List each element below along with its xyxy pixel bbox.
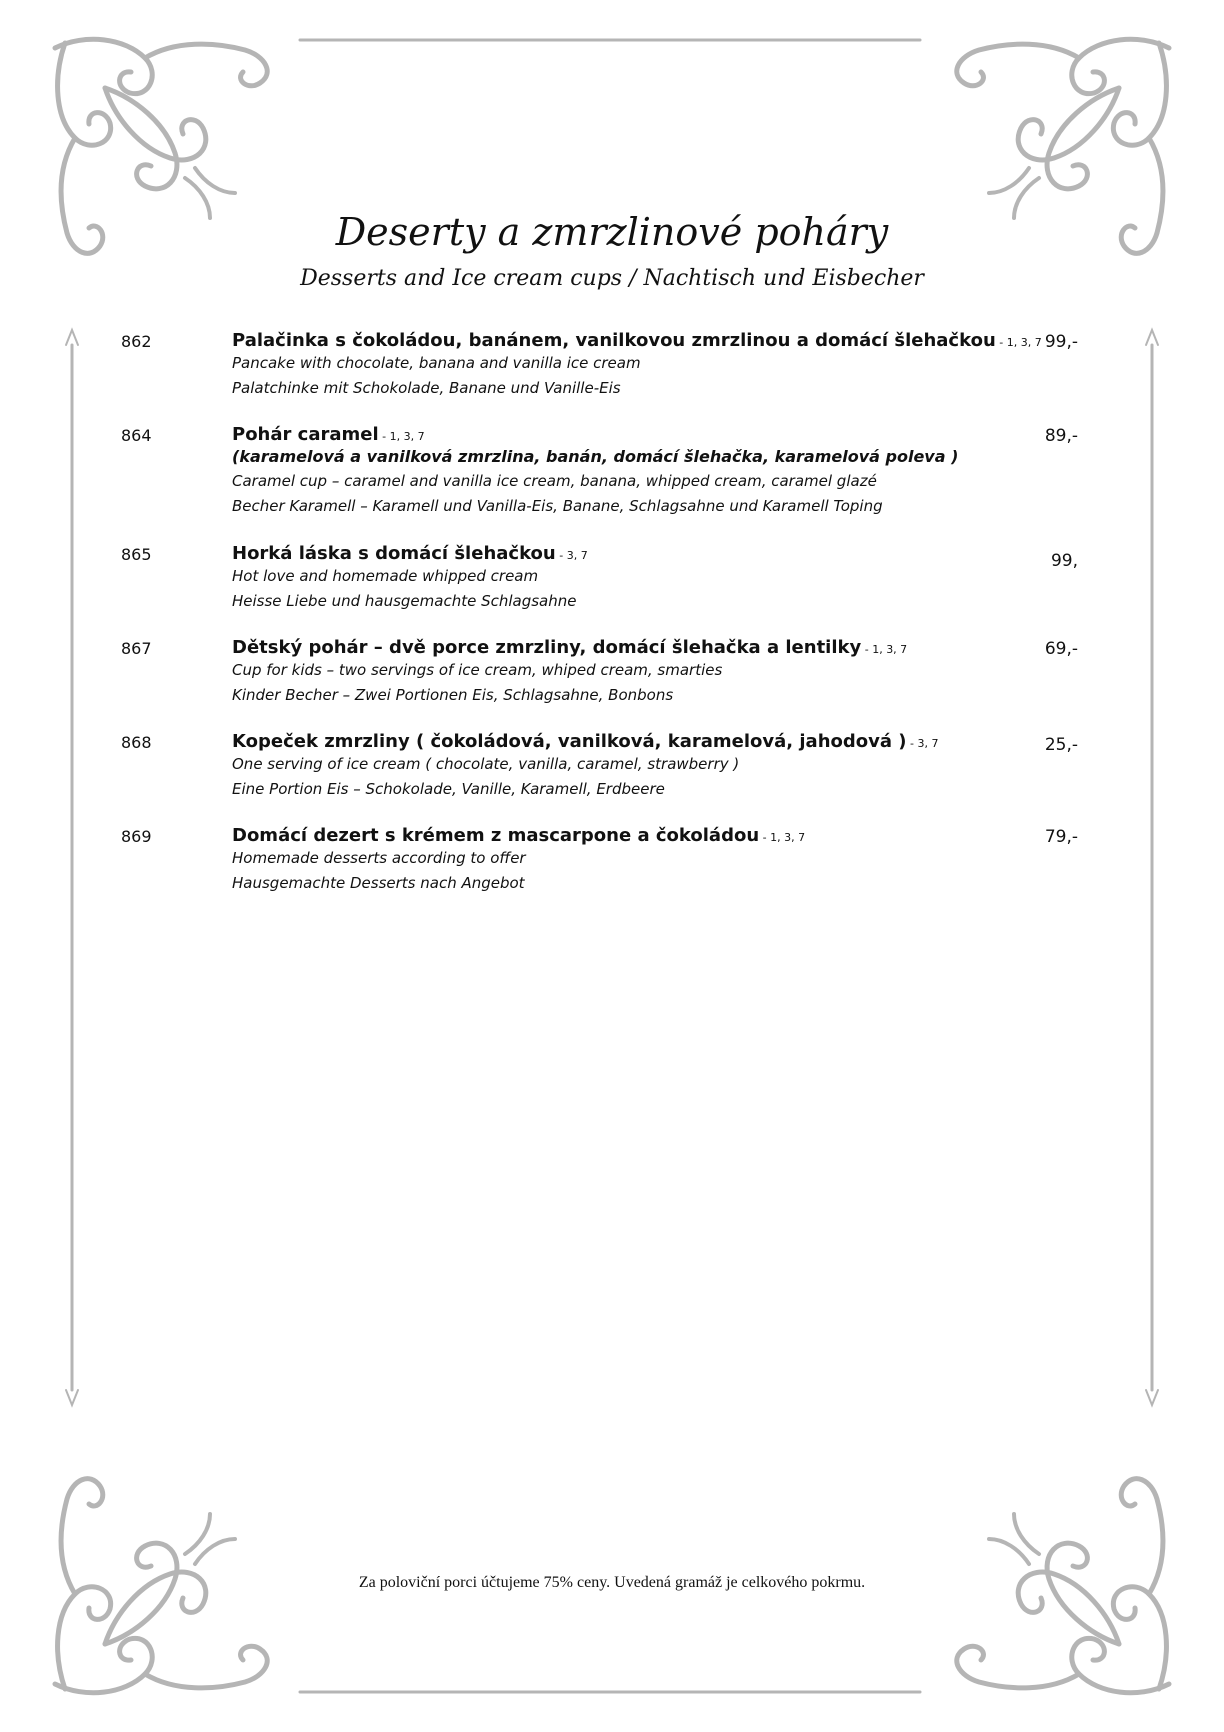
- item-description-de: Hausgemachte Desserts nach Angebot: [232, 874, 525, 892]
- item-name-text: Domácí dezert s krémem z mascarpone a čokoládou: [232, 825, 760, 846]
- item-description-en: Cup for kids – two servings of ice cream, whiped cream, smarties: [232, 661, 723, 679]
- item-description-de: Palatchinke mit Schokolade, Banane und Vanille-Eis: [232, 379, 621, 397]
- footer-note: Za poloviční porci účtujeme 75% ceny. Uvedená gramáž je celkového pokrmu.: [358, 1574, 866, 1591]
- item-allergens: - 1, 3, 7: [861, 643, 908, 656]
- item-body: [232, 637, 982, 708]
- item-description-de: Eine Portion Eis – Schokolade, Vanille, Karamell, Erdbeere: [232, 780, 665, 798]
- item-allergens: - 3, 7: [906, 737, 939, 750]
- item-price: 79,-: [1044, 827, 1078, 847]
- item-description-en: Caramel cup – caramel and vanilla ice cream, banana, whipped cream, caramel glazé: [232, 472, 877, 490]
- item-description-en: Homemade desserts according to offer: [232, 849, 526, 867]
- item-description-de: Heisse Liebe und hausgemachte Schlagsahne: [232, 592, 577, 610]
- item-description-en: Pancake with chocolate, banana and vanilla ice cream: [232, 354, 641, 372]
- item-name-text: Kopeček zmrzliny ( čokoládová, vanilková, karamelová, jahodová ): [232, 731, 907, 752]
- item-code: 868: [121, 733, 152, 752]
- page-subtitle: Desserts and Ice cream cups / Nachtisch und Eisbecher: [300, 265, 924, 291]
- item-ingredients: (karamelová a vanilková zmrzlina, banán, domácí šlehačka, karamelová poleva ): [232, 447, 959, 466]
- item-price: 99,: [1050, 551, 1078, 571]
- item-body: [232, 543, 982, 614]
- menu-item-869: [121, 825, 1081, 905]
- item-body: [232, 825, 982, 896]
- page-title: Deserty a zmrzlinové poháry: [335, 210, 889, 254]
- item-allergens: - 3, 7: [555, 549, 588, 562]
- item-description-en: One serving of ice cream ( chocolate, vanilla, caramel, strawberry ): [232, 755, 740, 773]
- item-name: [232, 330, 1042, 351]
- menu-header: [0, 212, 1224, 291]
- item-body: [232, 330, 1042, 401]
- item-description-de: Kinder Becher – Zwei Portionen Eis, Schlagsahne, Bonbons: [232, 686, 674, 704]
- item-name-text: Palačinka s čokoládou, banánem, vanilkovou zmrzlinou a domácí šlehačkou: [232, 330, 996, 351]
- item-body: [232, 424, 982, 519]
- item-name: [232, 424, 982, 445]
- item-price: 25,-: [1044, 735, 1078, 755]
- menu-item-865: [121, 543, 1081, 623]
- menu-item-867: [121, 637, 1081, 717]
- item-price: 89,-: [1044, 426, 1078, 446]
- item-name: [232, 543, 982, 564]
- item-name-text: Pohár caramel: [232, 424, 379, 445]
- item-body: [232, 731, 982, 802]
- item-description-de: Becher Karamell – Karamell und Vanilla-Eis, Banane, Schlagsahne und Karamell Toping: [232, 497, 883, 515]
- menu-item-868: [121, 731, 1081, 811]
- item-code: 864: [121, 426, 152, 445]
- item-allergens: - 1, 3, 7: [995, 336, 1042, 349]
- item-name-text: Horká láska s domácí šlehačkou: [232, 543, 556, 564]
- item-name: [232, 637, 982, 658]
- item-code: 867: [121, 639, 152, 658]
- item-code: 869: [121, 827, 152, 846]
- item-description-en: Hot love and homemade whipped cream: [232, 567, 539, 585]
- item-price: 99,-: [1044, 332, 1078, 352]
- item-code: 865: [121, 545, 152, 564]
- item-name-text: Dětský pohár – dvě porce zmrzliny, domácí šlehačka a lentilky: [232, 637, 862, 658]
- item-allergens: - 1, 3, 7: [378, 430, 425, 443]
- item-name: [232, 731, 982, 752]
- item-name: [232, 825, 982, 846]
- item-code: 862: [121, 332, 152, 351]
- item-price: 69,-: [1044, 639, 1078, 659]
- item-allergens: - 1, 3, 7: [759, 831, 806, 844]
- menu-item-864: [121, 424, 1081, 524]
- menu-item-862: [121, 330, 1081, 410]
